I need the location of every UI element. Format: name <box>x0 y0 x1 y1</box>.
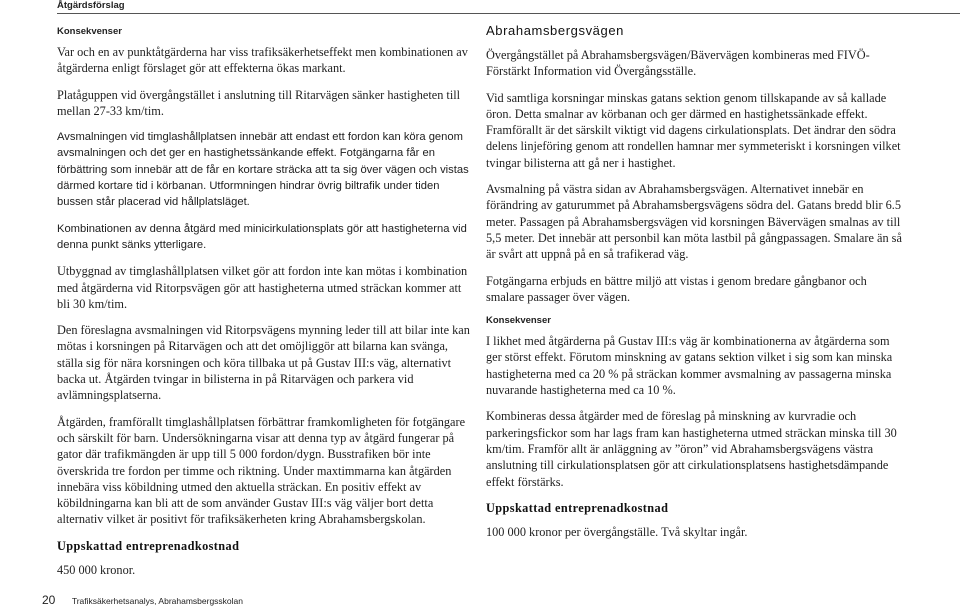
footer-text: Trafiksäkerhetsanalys, Abrahamsbergsskolan <box>71 596 243 606</box>
paragraph: Platåguppen vid övergångstället i anslutning till Ritarvägen sänker hastigheten till mellan 27-33 km/tim. <box>57 87 461 118</box>
paragraph-text: Fotgängarna får en förbättring som innebär att de får en kortare sträcka att ta sig över vägen och vistas därmed kortare tid i körbanan. Utformningen hindrar övrig biltrafik under tiden bussen står placerad vid hållplatsläget. <box>57 147 469 209</box>
paragraph: Avsmalning på västra sidan av Abrahamsbergsvägen. Alternativet innebär en förändring av gaturummet på Abrahamsbergsvägens södra del. Gatans bredd blir 6.5 meter. Passagen på Abrahamsbergsvägen vid korsningen Bävervägen smalnas av till 5,5 meter. Det innebär att personbil kan möta lastbil på gångpassagen. Smalare än så är svårt att uppnå på en så trafikerad väg. <box>486 182 902 262</box>
paragraph: Fotgängarna erbjuds en bättre miljö att vistas i genom bredare gångbanor och smalare passager över vägen. <box>486 273 867 304</box>
paragraph: Den föreslagna avsmalningen vid Ritorpsvägens mynning leder till att bilar inte kan mötas i korsningen på Ritarvägen och att det omöjliggör att bilarna kan svänga, ställa sig för nära korsningen och köra tillbaka ut på Gustav III:s väg, alternativt backa ut. Åtgärden tvingar in bilisterna in på Ritarvägen och parkera vid avlämningsplatserna. <box>57 323 470 403</box>
section-heading: Abrahamsbergsvägen <box>486 23 624 38</box>
paragraph <box>57 129 477 210</box>
paragraph-text: Avsmalningen vid timglashållplatsen innebär att endast ett fordon kan köra genom avsmalningen och det ger en hastighetssänkande effekt. <box>57 131 463 160</box>
right-column <box>486 22 906 550</box>
paragraph: Åtgärden, framförallt timglashållplatsen förbättrar framkomligheten för fotgängare och särskilt för barn. Undersökningarna visar att denna typ av åtgärd fungerar på gator där trafikmängden är upp till 5 000 fordon/dygn. Busstrafiken bör inte överskrida tre fordon per timme och riktning. Under maxtimmarna kan åtgärden innebära viss köbildning utmed den aktuella sträckan. En positiv effekt av köbildningarna kan bli att de som använder Gustav III:s väg väljer bort detta alternativ vilket är positivt för trafiksäkerheten kring Abrahamsbergskolan. <box>57 414 466 527</box>
paragraph: I likhet med åtgärderna på Gustav III:s väg är kombinationerna av åtgärderna som ger störst effekt. Förutom minskning av gatans sektion vilket i sig som kan minska hastigheterna med ca 20 % på sträckan kommer avsmalning av passagerna minska nuvarande hastigheterna med ca 10 %. <box>486 334 893 398</box>
cost-value: 450 000 kronor. <box>57 562 136 577</box>
paragraph: Övergångstället på Abrahamsbergsvägen/Bävervägen kombineras med FIVÖ-Förstärkt Information vid Övergångsställe. <box>486 48 870 79</box>
left-column <box>57 22 477 588</box>
cost-heading: Uppskattad entreprenadkostnad <box>486 500 669 515</box>
page-footer <box>42 591 243 609</box>
header-divider <box>57 13 960 14</box>
cost-value: 100 000 kronor per övergångställe. Två skyltar ingår. <box>486 524 748 539</box>
paragraph: Kombinationen av denna åtgärd med minicirkulationsplats gör att hastigheterna vid denna punkt sänks ytterligare. <box>57 222 467 251</box>
section-label: Åtgärdsförslag <box>57 0 125 11</box>
paragraph: Kombineras dessa åtgärder med de föreslag på minskning av kurvradie och parkeringsfickor som har lags fram kan hastigheterna utmed sträckan minska till 30 km/tim. Framför allt är anläggning av ”öron” vid Abrahamsbergsvägens västra anslutning till cirkulationsplatsen gör att cirkulationsplatsens hastighetsdämpande effekt förstärks. <box>486 409 897 489</box>
paragraph: Var och en av punktåtgärderna har viss trafiksäkerhetseffekt men kombinationen av åtgärderna enligt förslaget gör att effekterna ökas markant. <box>57 45 468 76</box>
consequences-label: Konsekvenser <box>57 26 122 37</box>
paragraph: Vid samtliga korsningar minskas gatans sektion genom tillskapande av så kallade öron. Detta smalnar av körbanan och ger därmed en hastighetssänkade effekt. Framförallt är det särskilt viktigt vid dagens cirkulationsplats. Det ändrar den södra delens linjeföring genom att rondellen hamnar mer symmeteriskt i korsningen vilket tvingar bilisterna att gå ner i hastighet. <box>486 90 901 170</box>
page-number: 20 <box>42 593 56 607</box>
paragraph: Utbyggnad av timglashållplatsen vilket gör att fordon inte kan mötas i kombination med åtgärderna vid Ritorpsvägen gör att hastigheterna utmed sträckan kommer att bli 30 km/tim. <box>57 264 468 311</box>
cost-heading: Uppskattad entreprenadkostnad <box>57 538 240 553</box>
consequences-label: Konsekvenser <box>486 315 551 327</box>
